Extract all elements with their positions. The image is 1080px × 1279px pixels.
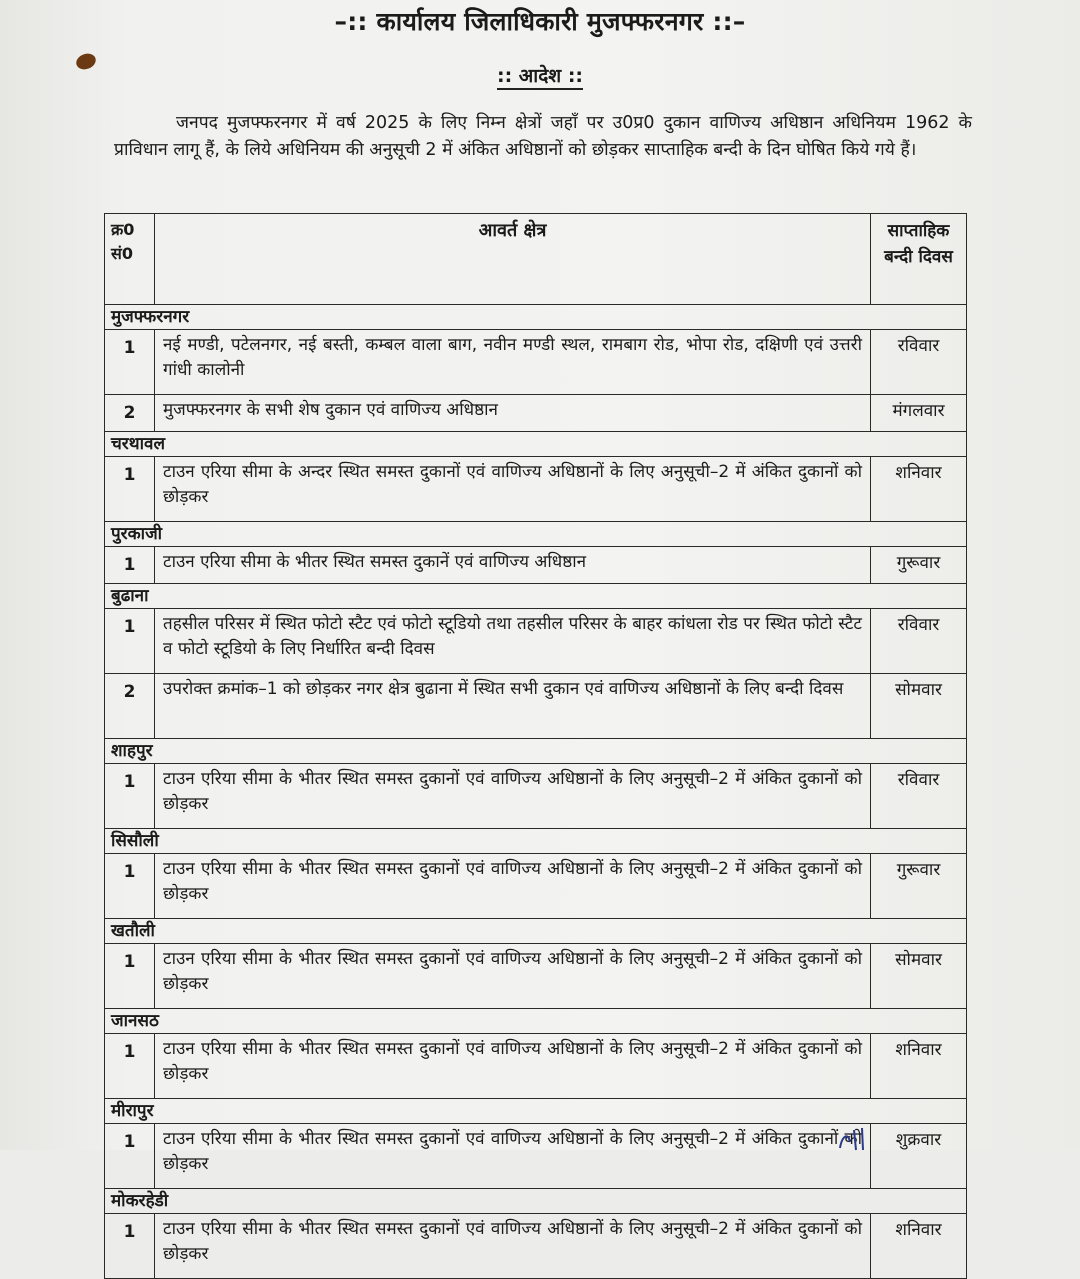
office-header: –:: कार्यालय जिलाधिकारी मुजफ्फरनगर ::–: [334, 7, 746, 36]
table-row: [105, 457, 967, 522]
table-row: [105, 609, 967, 674]
closure-day-cell: मंगलवार: [871, 395, 967, 432]
area-cell: नई मण्डी, पटेलनगर, नई बस्ती, कम्बल वाला बाग, नवीन मण्डी स्थल, रामबाग रोड, भोपा रोड, दक्षिणी एवं उत्तरी गांधी कालोनी: [155, 330, 871, 395]
order-title: [0, 62, 1080, 88]
table-row: [105, 764, 967, 829]
closure-day-cell: रविवार: [871, 764, 967, 829]
region-row: [105, 584, 967, 609]
closure-day-cell: सोमवार: [871, 674, 967, 739]
area-cell: टाउन एरिया सीमा के भीतर स्थित समस्त दुकानों एवं वाणिज्य अधिष्ठानों के लिए अनुसूची–2 में अंकित दुकानों को छोड़कर: [155, 1214, 871, 1279]
region-name: मोकरहेडी: [105, 1189, 967, 1214]
area-cell: टाउन एरिया सीमा के भीतर स्थित समस्त दुकानों एवं वाणिज्य अधिष्ठानों के लिए अनुसूची–2 में अंकित दुकानों को छोड़कर: [155, 854, 871, 919]
region-row: [105, 305, 967, 330]
region-row: [105, 1189, 967, 1214]
region-name: मीरापुर: [105, 1099, 967, 1124]
serial-number-cell: 1: [105, 764, 155, 829]
table-row: [105, 1034, 967, 1099]
region-name: बुढाना: [105, 584, 967, 609]
region-name: जानसठ: [105, 1009, 967, 1034]
area-cell: टाउन एरिया सीमा के भीतर स्थित समस्त दुकानों एवं वाणिज्य अधिष्ठानों के लिए अनुसूची–2 में अंकित दुकानों को छोड़कर: [155, 1034, 871, 1099]
serial-number-cell: 1: [105, 944, 155, 1009]
region-name: पुरकाजी: [105, 522, 967, 547]
closure-day-cell: शनिवार: [871, 457, 967, 522]
header-area: आवर्त क्षेत्र: [155, 214, 871, 305]
area-cell: उपरोक्त क्रमांक–1 को छोड़कर नगर क्षेत्र बुढाना में स्थित सभी दुकान एवं वाणिज्य अधिष्ठानों के लिए बन्दी दिवस: [155, 674, 871, 739]
serial-number-cell: 2: [105, 395, 155, 432]
closure-day-cell: रविवार: [871, 609, 967, 674]
table-row: [105, 944, 967, 1009]
region-name: खतौली: [105, 919, 967, 944]
region-row: [105, 432, 967, 457]
region-name: चरथावल: [105, 432, 967, 457]
serial-number-cell: 1: [105, 609, 155, 674]
region-name: मुजफ्फरनगर: [105, 305, 967, 330]
closure-day-cell: शुक्रवार: [871, 1124, 967, 1189]
serial-number-cell: 1: [105, 330, 155, 395]
table-row: [105, 854, 967, 919]
header-closure-day: साप्ताहिक बन्दी दिवस: [871, 214, 967, 305]
area-cell: मुजफ्फरनगर के सभी शेष दुकान एवं वाणिज्य अधिष्ठान: [155, 395, 871, 432]
table-row: [105, 547, 967, 584]
table-row: [105, 330, 967, 395]
table-row: [105, 674, 967, 739]
region-row: [105, 829, 967, 854]
serial-number-cell: 1: [105, 457, 155, 522]
weekly-closure-table: [104, 213, 967, 1279]
header-serial-number: क्र0 सं0: [105, 214, 155, 305]
table-row: [105, 1214, 967, 1279]
table-header-row: [105, 214, 967, 305]
serial-number-cell: 1: [105, 1214, 155, 1279]
region-row: [105, 919, 967, 944]
area-cell: टाउन एरिया सीमा के भीतर स्थित समस्त दुकानें एवं वाणिज्य अधिष्ठान: [155, 547, 871, 584]
area-cell: टाउन एरिया सीमा के भीतर स्थित समस्त दुकानों एवं वाणिज्य अधिष्ठानों के लिए अनुसूची–2 में अंकित दुकानों को छोड़कर: [155, 1124, 871, 1189]
area-cell: टाउन एरिया सीमा के अन्दर स्थित समस्त दुकानों एवं वाणिज्य अधिष्ठानों के लिए अनुसूची–2 में अंकित दुकानों को छोड़कर: [155, 457, 871, 522]
serial-number-cell: 1: [105, 1034, 155, 1099]
closure-day-cell: शनिवार: [871, 1214, 967, 1279]
serial-number-cell: 1: [105, 1124, 155, 1189]
region-row: [105, 739, 967, 764]
area-cell: टाउन एरिया सीमा के भीतर स्थित समस्त दुकानों एवं वाणिज्य अधिष्ठानों के लिए अनुसूची–2 में अंकित दुकानों को छोड़कर: [155, 764, 871, 829]
table-row: [105, 395, 967, 432]
order-title-text: :: आदेश ::: [497, 65, 583, 90]
signature-mark: [836, 1124, 876, 1150]
region-row: [105, 1009, 967, 1034]
closure-day-cell: सोमवार: [871, 944, 967, 1009]
closure-day-cell: गुरूवार: [871, 854, 967, 919]
region-name: सिसौली: [105, 829, 967, 854]
closure-day-cell: गुरूवार: [871, 547, 967, 584]
region-row: [105, 1099, 967, 1124]
area-cell: टाउन एरिया सीमा के भीतर स्थित समस्त दुकानों एवं वाणिज्य अधिष्ठानों के लिए अनुसूची–2 में अंकित दुकानों को छोड़कर: [155, 944, 871, 1009]
serial-number-cell: 2: [105, 674, 155, 739]
region-row: [105, 522, 967, 547]
closure-day-cell: शनिवार: [871, 1034, 967, 1099]
area-cell: तहसील परिसर में स्थित फोटो स्टैट एवं फोटो स्टूडियो तथा तहसील परिसर के बाहर कांधला रोड पर स्थित फोटो स्टैट व फोटो स्टूडियो के लिए निर्धारित बन्दी दिवस: [155, 609, 871, 674]
region-name: शाहपुर: [105, 739, 967, 764]
intro-paragraph: जनपद मुजफ्फरनगर में वर्ष 2025 के लिए निम्न क्षेत्रों जहाँ पर उ0प्र0 दुकान वाणिज्य अधिष्ठान अधिनियम 1962 के प्राविधान लागू हैं, के लिये अधिनियम की अनुसूची 2 में अंकित अधिष्ठानों को छोड़कर साप्ताहिक बन्दी के दिन घोषित किये गये हैं।: [114, 113, 972, 160]
closure-day-cell: रविवार: [871, 330, 967, 395]
serial-number-cell: 1: [105, 547, 155, 584]
serial-number-cell: 1: [105, 854, 155, 919]
